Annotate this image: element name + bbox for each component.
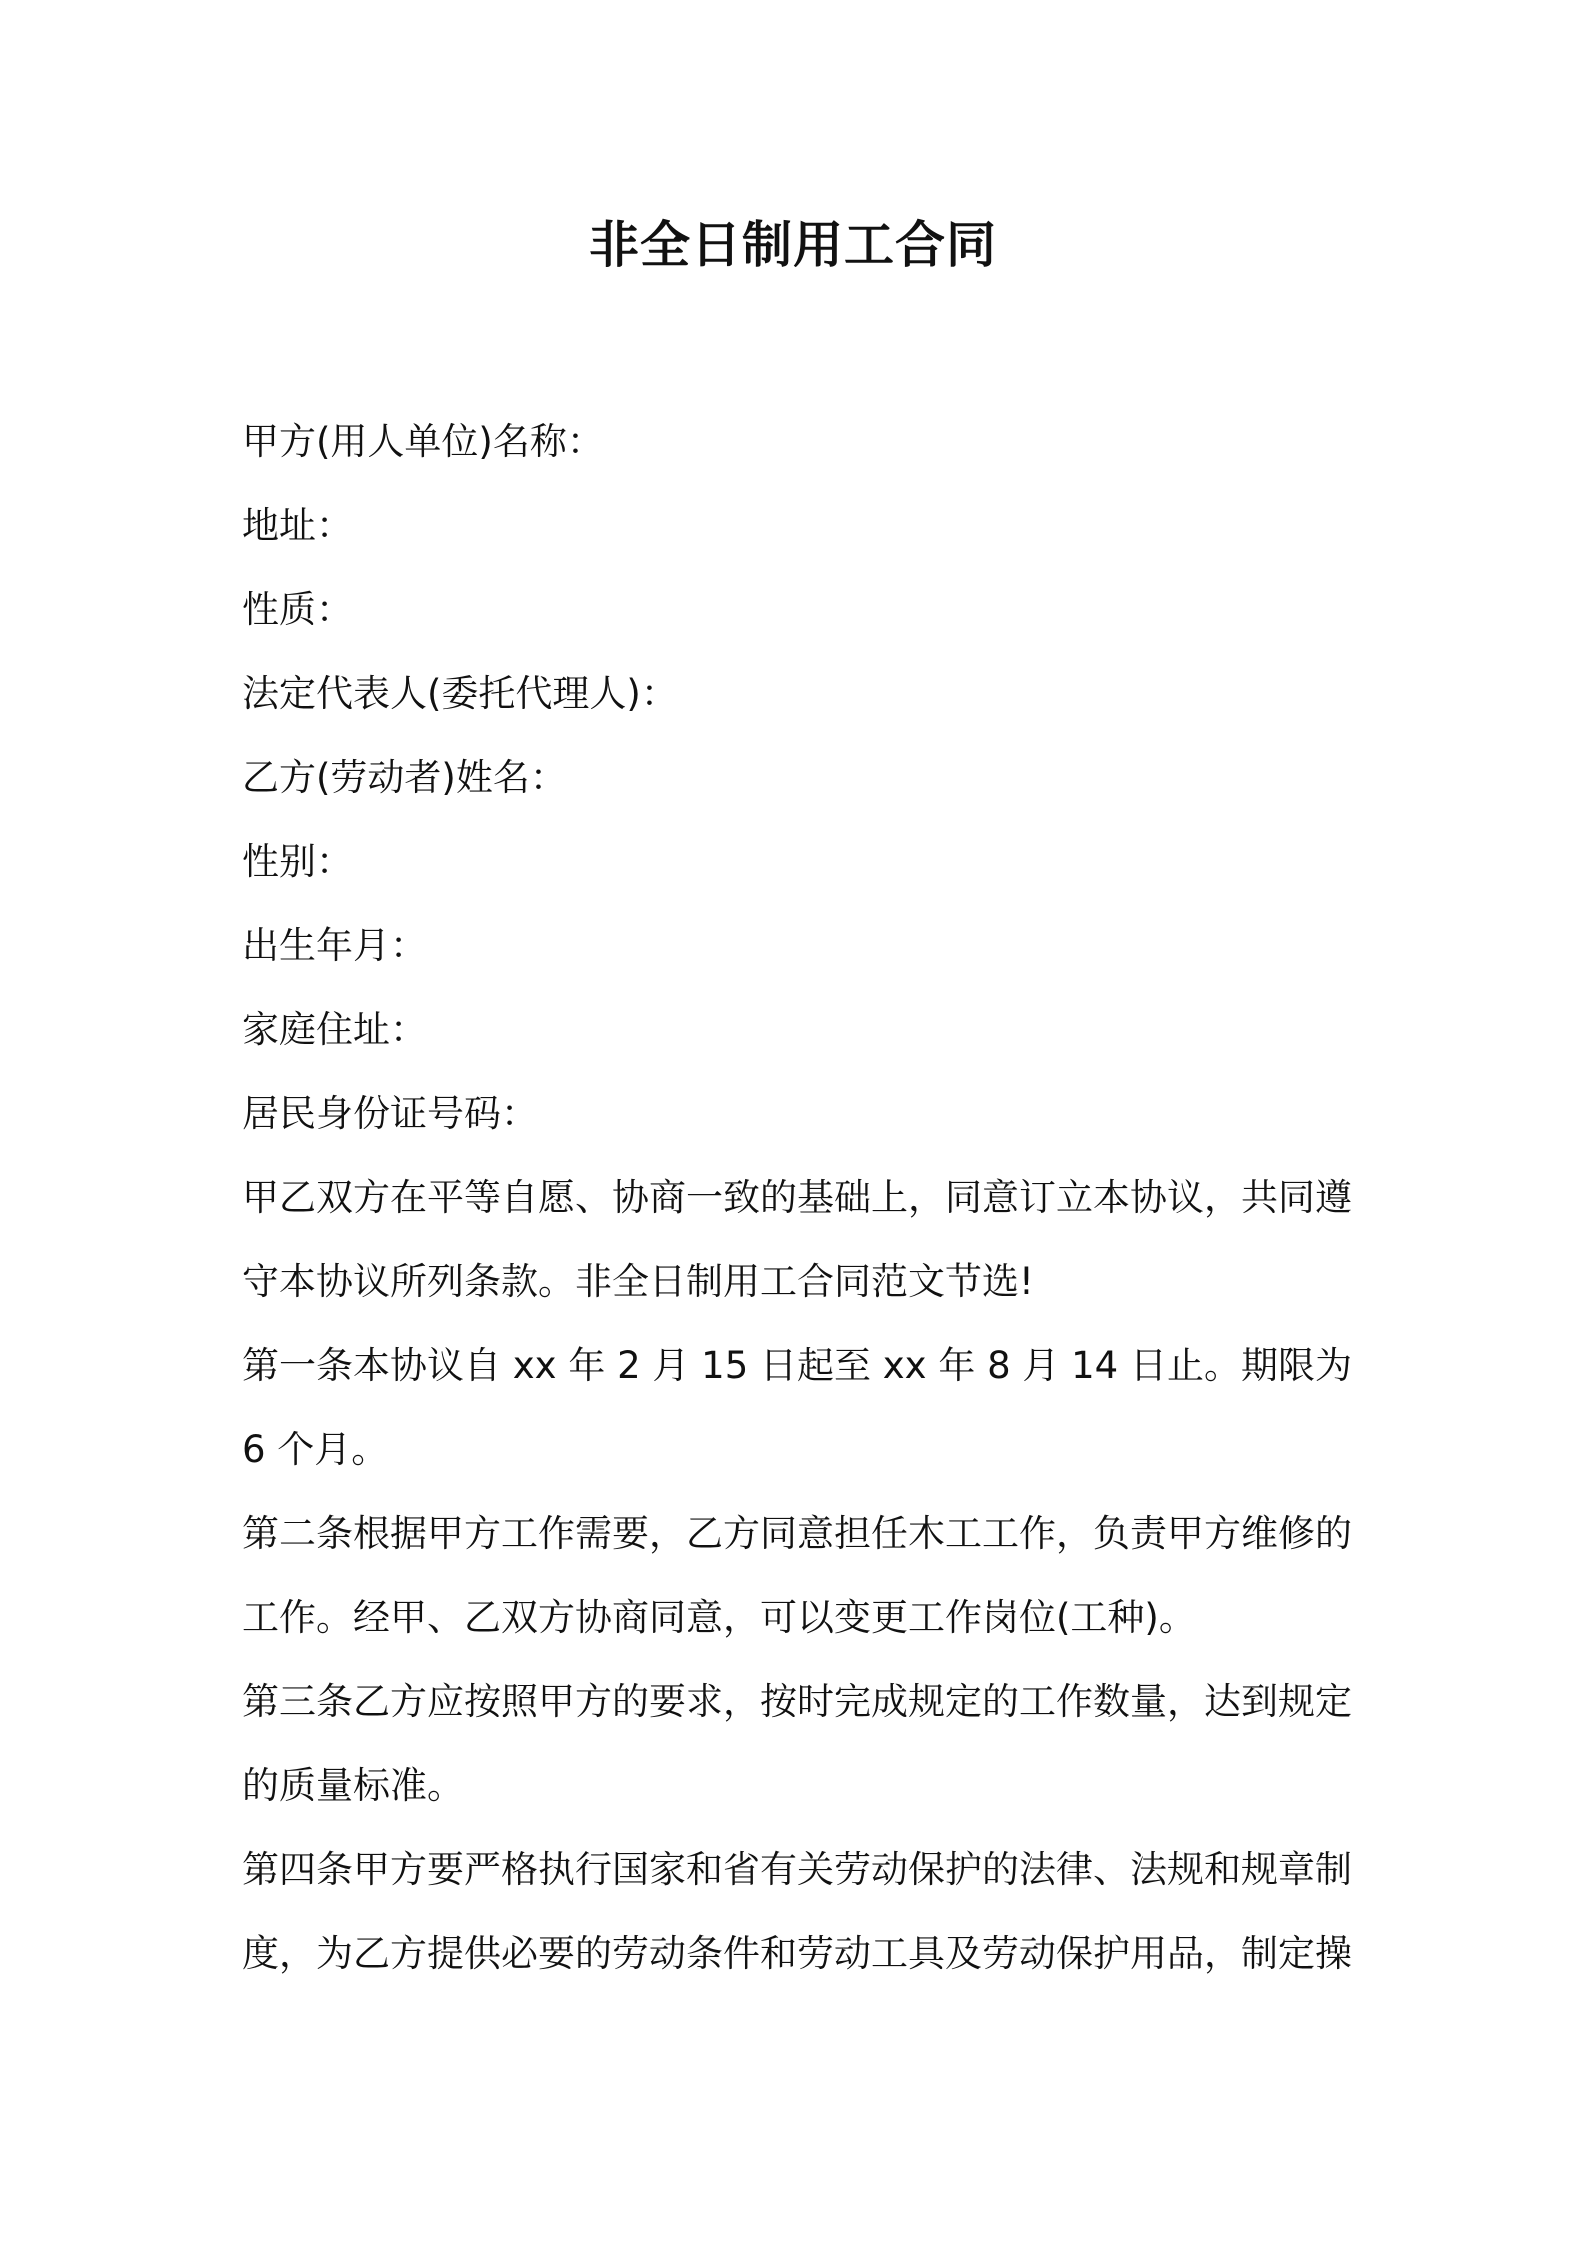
- field-nature: 性质：: [242, 588, 353, 631]
- clause-3-requirements: 第三条乙方应按照甲方的要求，按时完成规定的工作数量，达到规定的质量标准。: [242, 1680, 1352, 1807]
- field-party-b-name: 乙方(劳动者)姓名：: [242, 756, 567, 799]
- clause-1-term: 第一条本协议自 xx 年 2 月 15 日起至 xx 年 8 月 14 日止。期限为 6 个月。: [242, 1344, 1352, 1471]
- clause-2-job: 第二条根据甲方工作需要，乙方同意担任木工工作，负责甲方维修的工作。经甲、乙双方协商同意，可以变更工作岗位(工种)。: [242, 1512, 1352, 1639]
- field-birth-date: 出生年月：: [242, 924, 427, 967]
- field-id-number: 居民身份证号码：: [242, 1092, 538, 1135]
- document-title: 非全日制用工合同: [589, 216, 997, 274]
- agreement-intro-paragraph: 甲乙双方在平等自愿、协商一致的基础上，同意订立本协议，共同遵守本协议所列条款。非全日制用工合同范文节选!: [242, 1176, 1352, 1303]
- field-legal-representative: 法定代表人(委托代理人)：: [242, 672, 678, 715]
- field-party-a-name: 甲方(用人单位)名称：: [242, 420, 604, 463]
- field-gender: 性别：: [242, 840, 353, 883]
- field-home-address: 家庭住址：: [242, 1008, 427, 1051]
- field-address: 地址：: [242, 504, 353, 547]
- document-body: [242, 400, 1352, 1996]
- clause-4-labor-protection: 第四条甲方要严格执行国家和省有关劳动保护的法律、法规和规章制度，为乙方提供必要的劳动条件和劳动工具及劳动保护用品，制定操: [242, 1848, 1352, 1975]
